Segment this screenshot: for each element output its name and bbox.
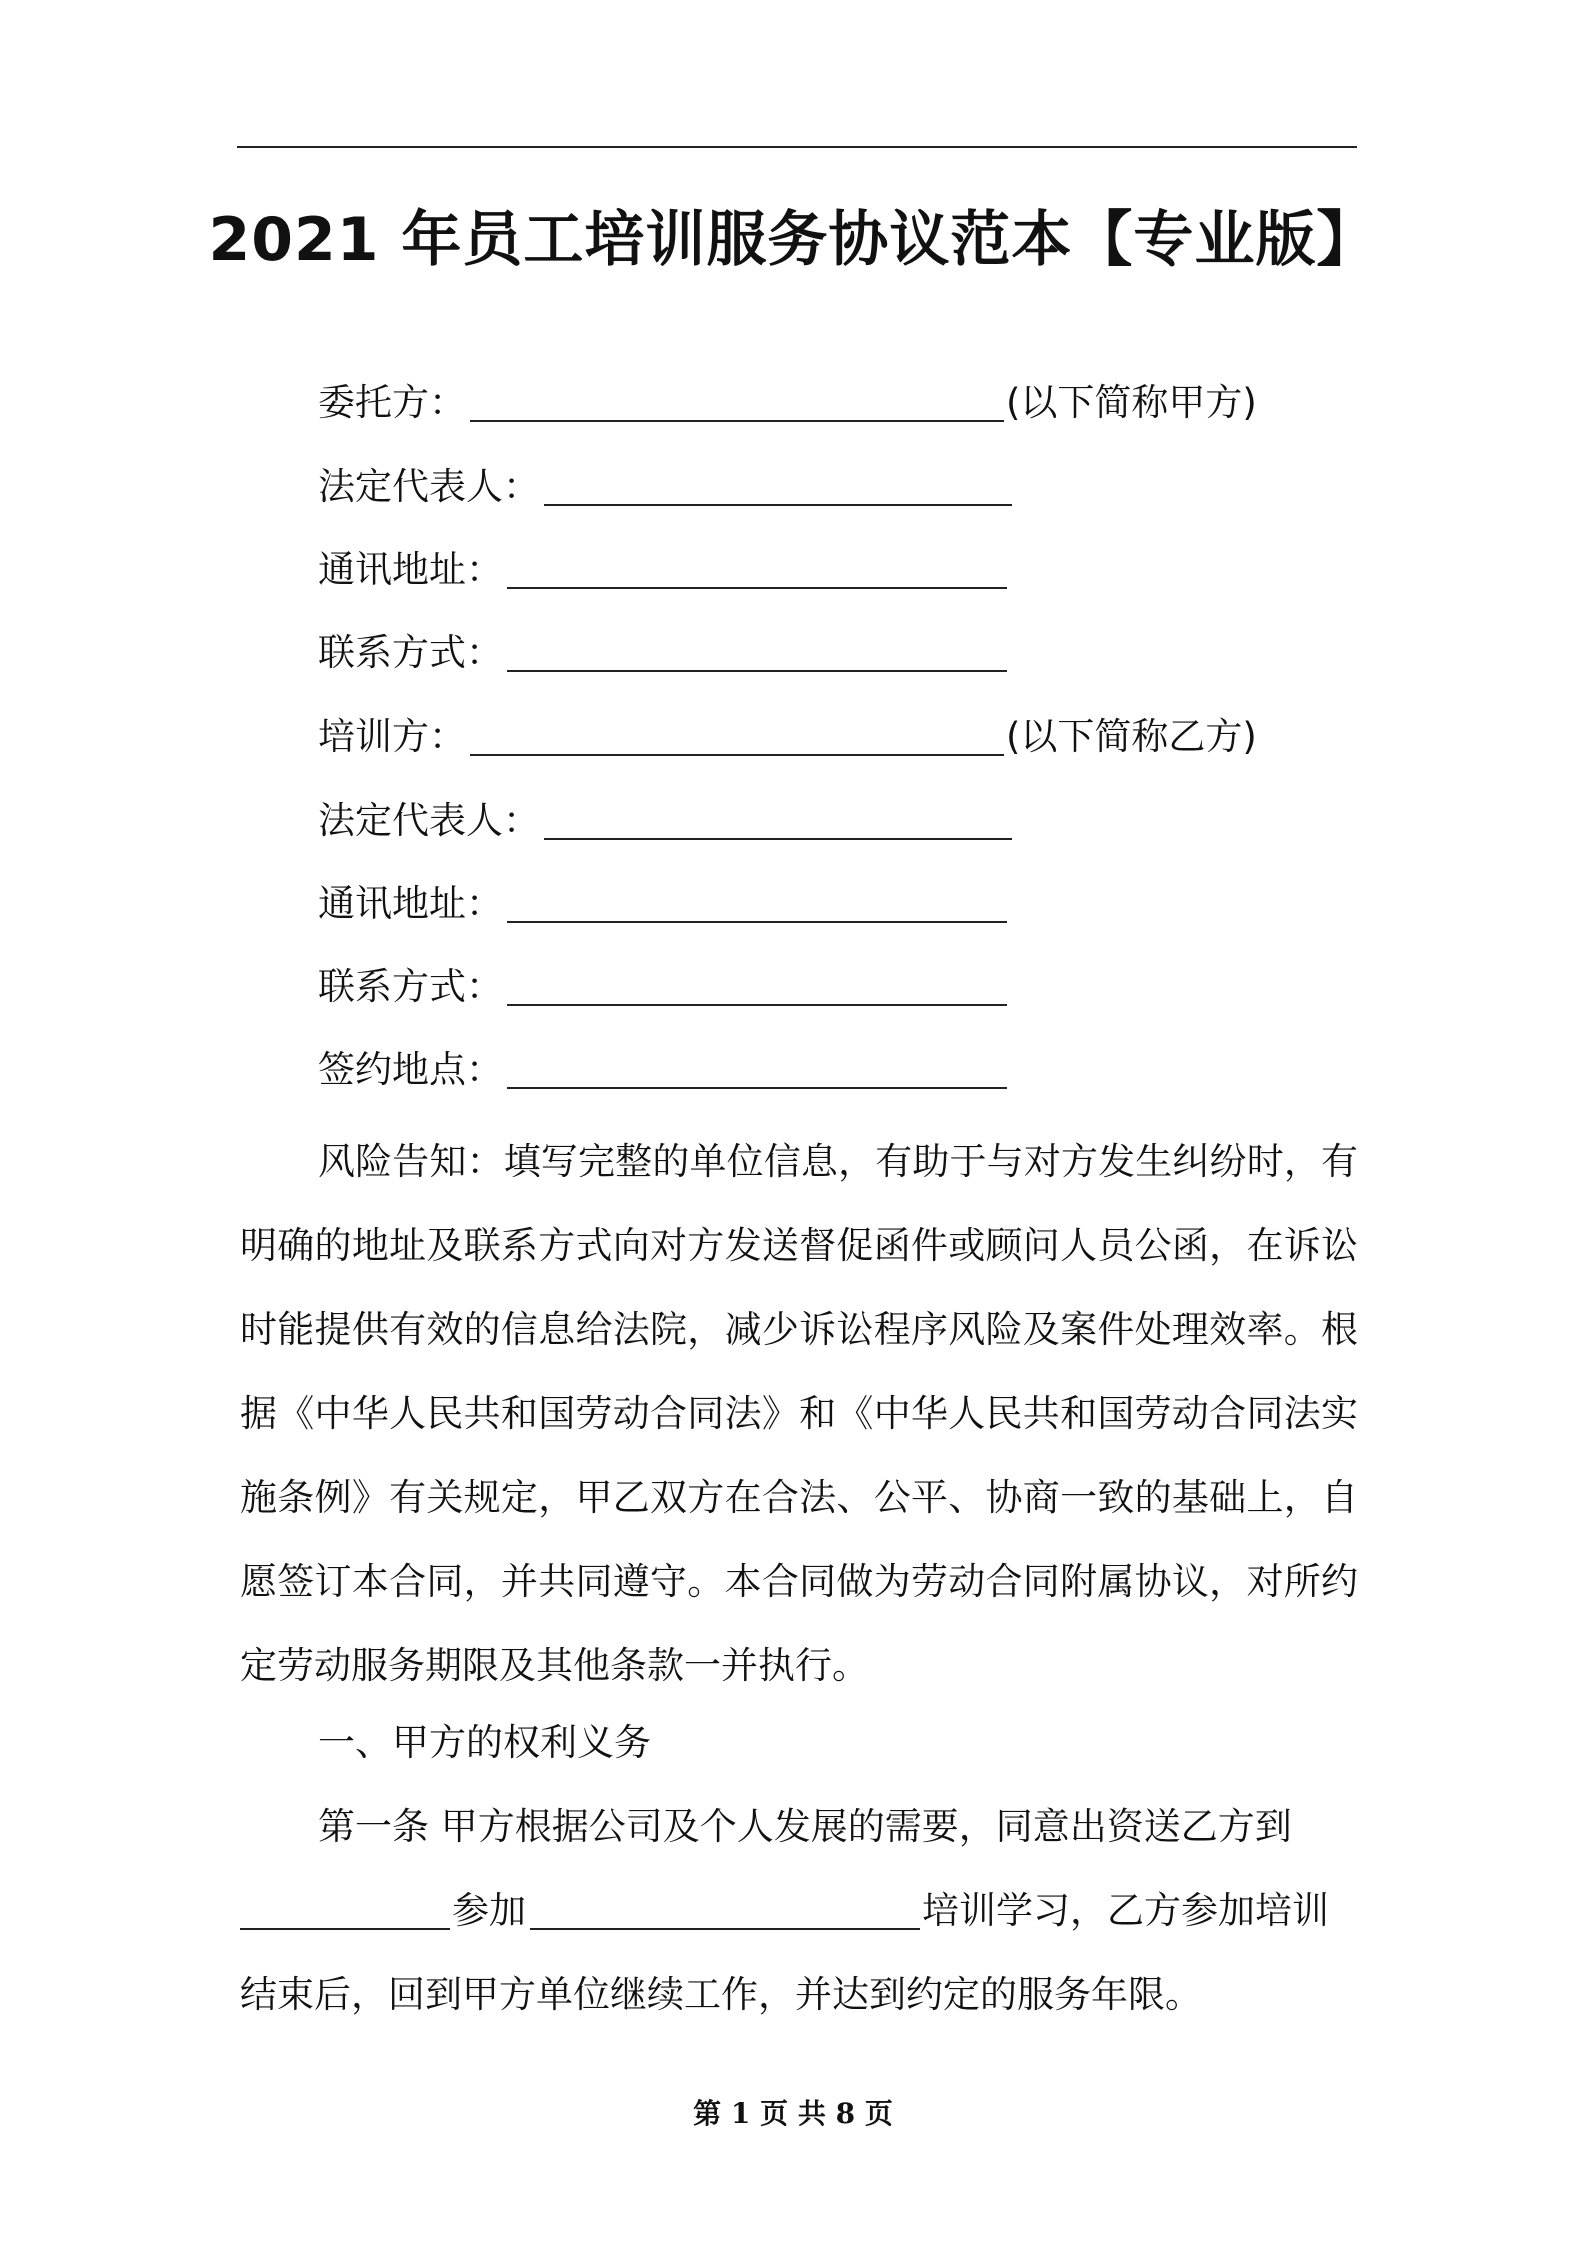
party-b-contact-blank[interactable] <box>507 964 1007 1006</box>
training-word: 培训学习，乙方参加培训 <box>922 1889 1329 1932</box>
party-b-contact-label: 联系方式： <box>318 965 503 1008</box>
signing-place-label: 签约地点： <box>318 1048 503 1091</box>
document-title: 2021 年员工培训服务协议范本【专业版】 <box>208 205 1378 275</box>
article-1-line-3: 结束后，回到甲方单位继续工作，并达到约定的服务年限。 <box>240 1973 1202 2016</box>
party-a-address-label: 通讯地址： <box>318 548 503 591</box>
header-rule <box>237 146 1357 148</box>
party-b-rep-blank[interactable] <box>544 798 1012 840</box>
party-b-contact-field <box>318 962 1009 1012</box>
trainer-suffix: (以下简称乙方) <box>1006 715 1257 758</box>
party-a-contact-label: 联系方式： <box>318 631 503 674</box>
party-a-rep-label: 法定代表人： <box>318 465 540 508</box>
signing-place-field <box>318 1045 1009 1095</box>
client-blank[interactable] <box>470 380 1004 422</box>
trainer-label: 培训方： <box>318 715 466 758</box>
join-word: 参加 <box>452 1889 526 1932</box>
article-1-line-2 <box>240 1886 1329 1936</box>
party-b-address-blank[interactable] <box>507 881 1007 923</box>
party-a-address-field <box>318 545 1009 595</box>
article-1-line-1: 第一条 甲方根据公司及个人发展的需要，同意出资送乙方到 <box>318 1805 1292 1848</box>
training-program-blank[interactable] <box>530 1888 920 1930</box>
party-a-rep-blank[interactable] <box>544 464 1012 506</box>
signing-place-blank[interactable] <box>507 1047 1007 1089</box>
training-location-blank[interactable] <box>240 1888 450 1930</box>
party-a-contact-field <box>318 628 1009 678</box>
section-heading: 一、甲方的权利义务 <box>318 1721 651 1764</box>
risk-notice-paragraph: 风险告知：填写完整的单位信息，有助于与对方发生纠纷时，有明确的地址及联系方式向对方发送督促函件或顾问人员公函，在诉讼时能提供有效的信息给法院，减少诉讼程序风险及案件处理效率。根据《中华人民共和国劳动合同法》和《中华人民共和国劳动合同法实施条例》有关规定，甲乙双方在合法、公平、协商一致的基础上，自愿签订本合同，并共同遵守。本合同做为劳动合同附属协议，对所约定劳动服务期限及其他条款一并执行。 <box>240 1140 1358 1687</box>
party-b-address-label: 通讯地址： <box>318 882 503 925</box>
trainer-field <box>318 712 1257 762</box>
client-suffix: (以下简称甲方) <box>1006 381 1257 424</box>
party-a-rep-field <box>318 462 1014 512</box>
page-footer: 第 1 页 共 8 页 <box>693 2097 893 2130</box>
party-a-contact-blank[interactable] <box>507 630 1007 672</box>
client-field <box>318 378 1257 428</box>
party-b-rep-label: 法定代表人： <box>318 799 540 842</box>
client-label: 委托方： <box>318 381 466 424</box>
party-b-rep-field <box>318 796 1014 846</box>
party-b-address-field <box>318 879 1009 929</box>
party-a-address-blank[interactable] <box>507 547 1007 589</box>
trainer-blank[interactable] <box>470 714 1004 756</box>
